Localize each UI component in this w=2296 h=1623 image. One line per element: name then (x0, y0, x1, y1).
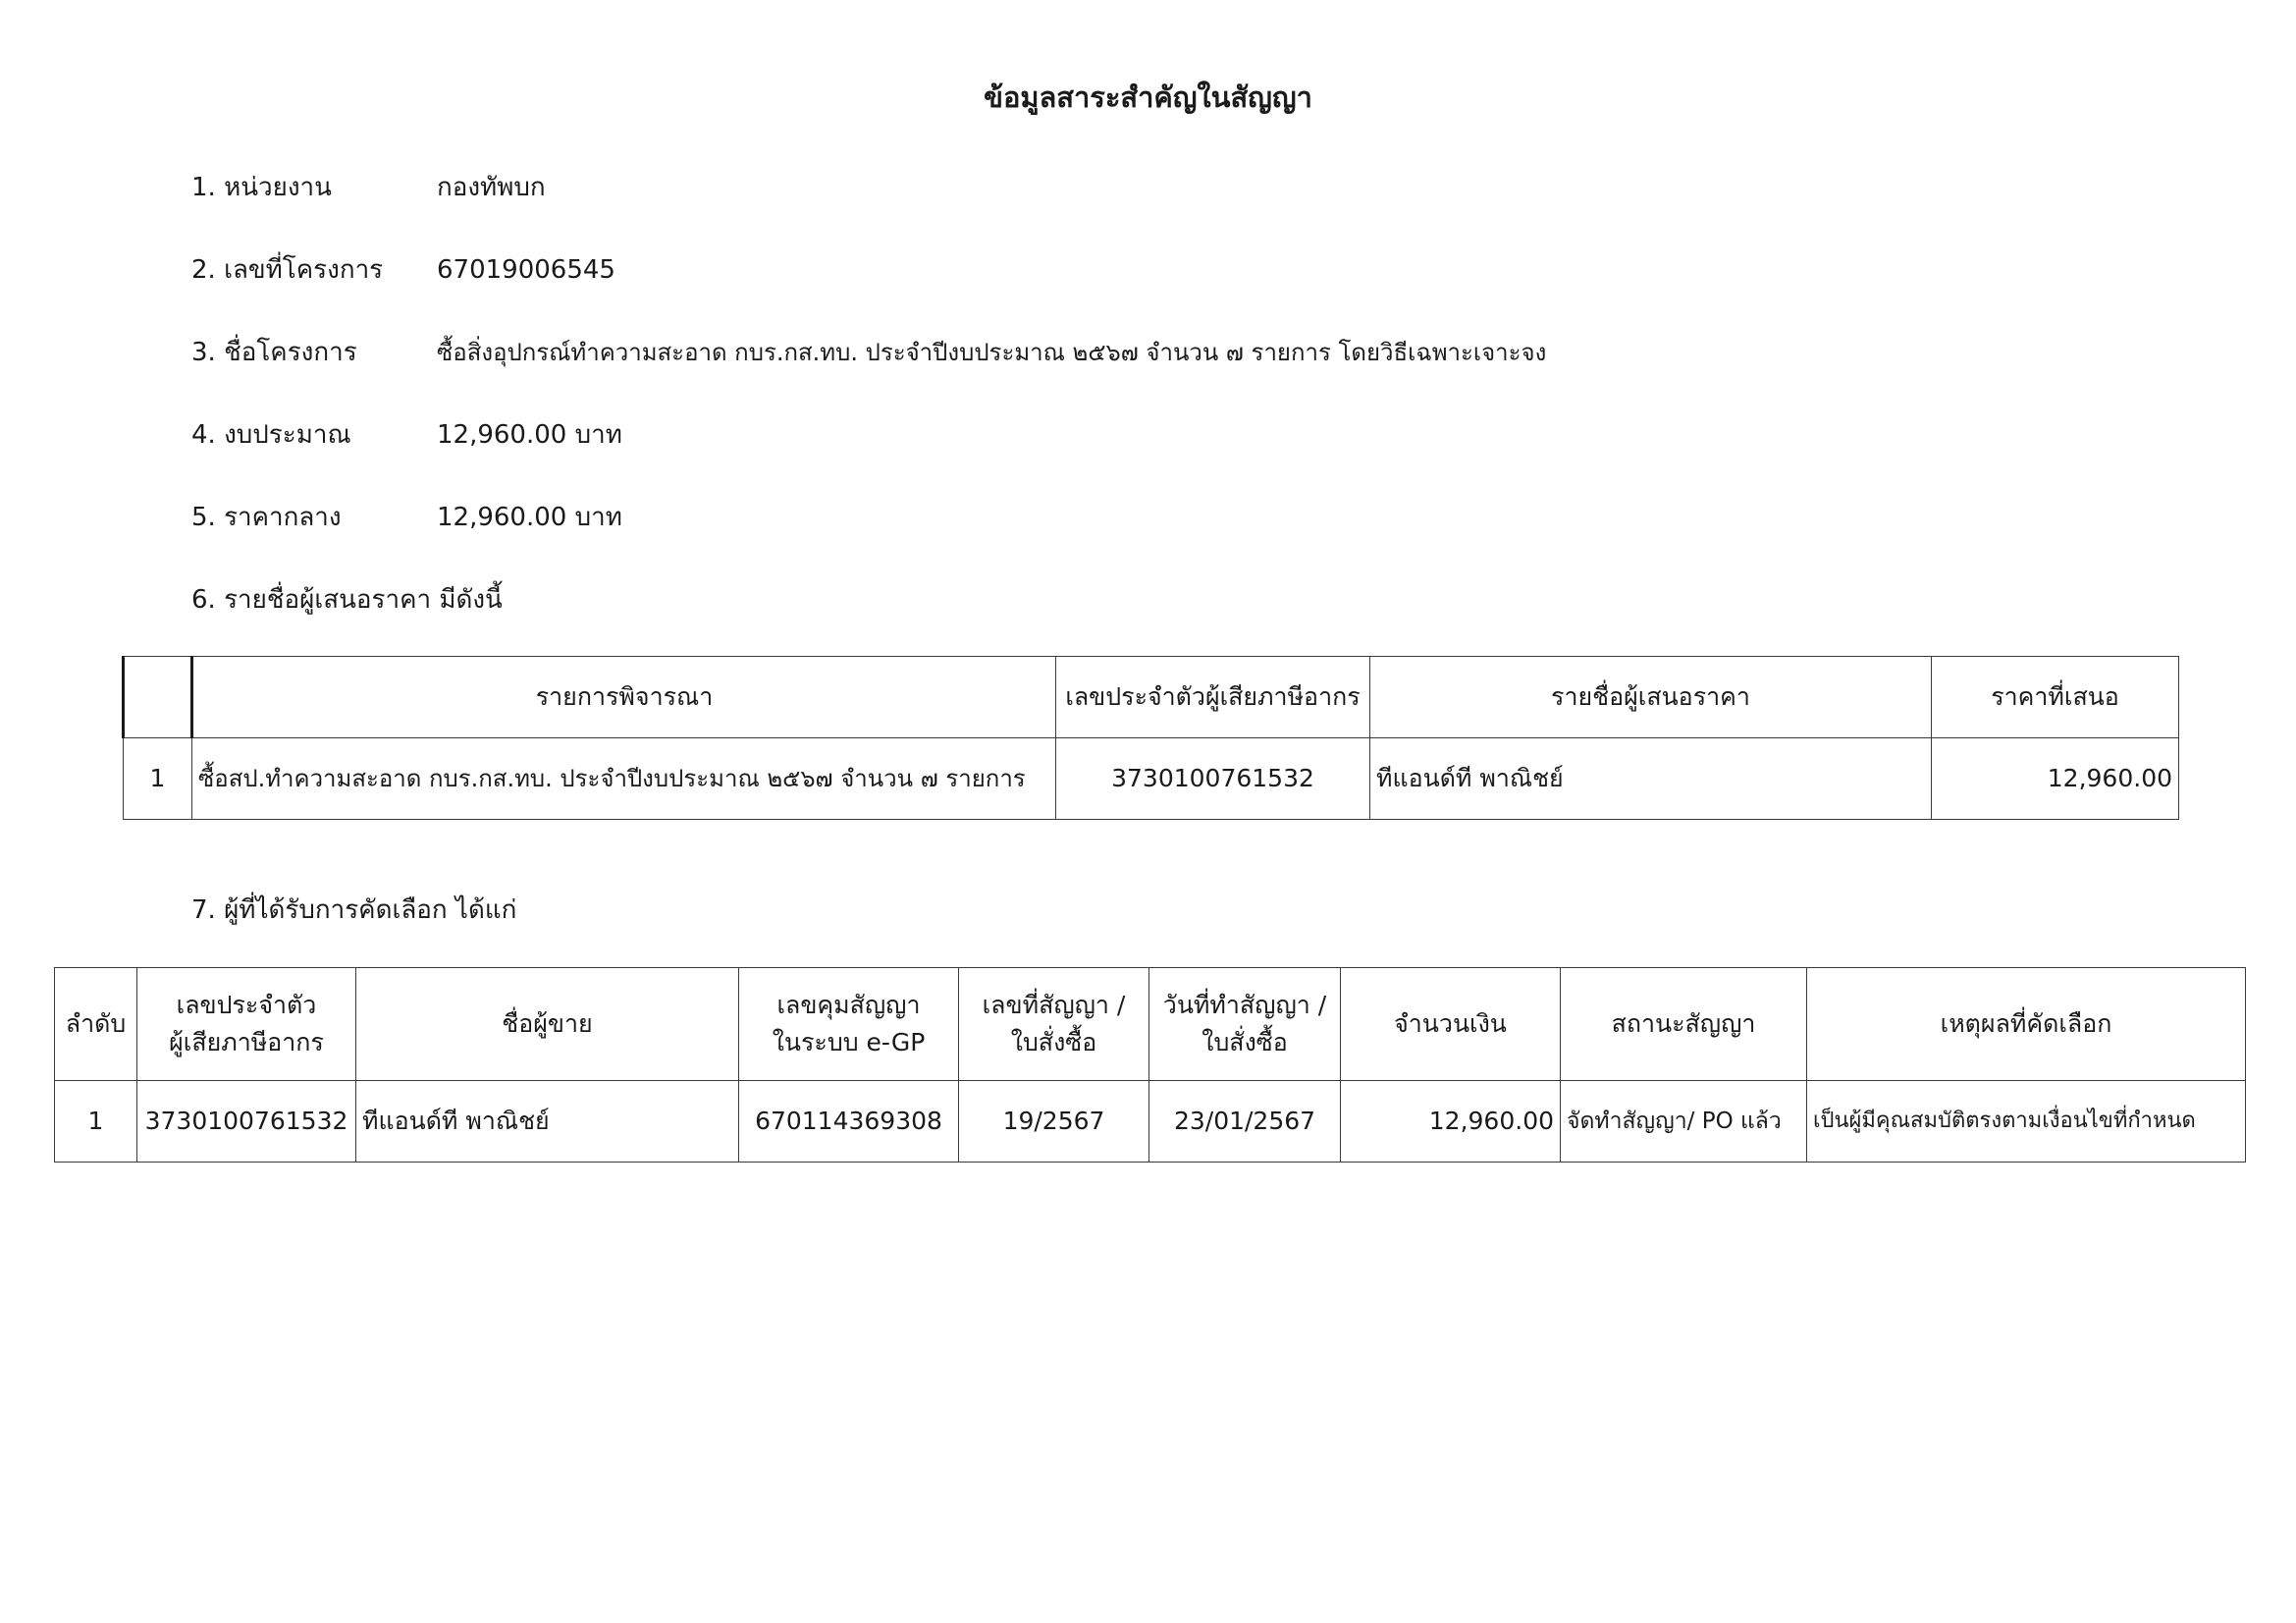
column-header: เลขประจำตัว ผู้เสียภาษีอากร (137, 968, 356, 1081)
table-cell: 12,960.00 (1932, 738, 2179, 820)
info-value: กองทัพบก (437, 173, 546, 202)
table-cell: 12,960.00 (1341, 1081, 1561, 1163)
bids-table (122, 656, 2179, 820)
column-header: จำนวนเงิน (1341, 968, 1561, 1081)
winners-table (54, 967, 2246, 1163)
table-cell: 1 (124, 738, 192, 820)
table-cell: 19/2567 (959, 1081, 1149, 1163)
table-cell: จัดทำสัญญา/ PO แล้ว (1561, 1081, 1807, 1163)
info-value: 67019006545 (437, 255, 615, 285)
column-header: เลขคุมสัญญา ในระบบ e-GP (739, 968, 959, 1081)
table-row (55, 1081, 2246, 1163)
table-cell: 3730100761532 (1056, 738, 1370, 820)
column-header: รายการพิจารณา (192, 657, 1056, 738)
document-title: ข้อมูลสาระสำคัญในสัญญา (984, 81, 1312, 114)
info-label: 4. งบประมาณ (191, 420, 351, 450)
table-cell: 3730100761532 (137, 1081, 356, 1163)
table-header-row (124, 657, 2179, 738)
column-header: รายชื่อผู้เสนอราคา (1370, 657, 1932, 738)
info-row-project-number (191, 253, 615, 287)
column-header: ลำดับ (55, 968, 137, 1081)
info-label: 1. หน่วยงาน (191, 173, 332, 202)
table-cell: 23/01/2567 (1149, 1081, 1341, 1163)
info-value: ซื้อสิ่งอุปกรณ์ทำความสะอาด กบร.กส.ทบ. ประจำปีงบประมาณ ๒๕๖๗ จำนวน ๗ รายการ โดยวิธีเฉพาะเจาะจง (437, 339, 1547, 366)
table-header-row (55, 968, 2246, 1081)
column-header: เลขประจำตัวผู้เสียภาษีอากร (1056, 657, 1370, 738)
column-header (124, 657, 192, 738)
table-cell: ซื้อสป.ทำความสะอาด กบร.กส.ทบ. ประจำปีงบประมาณ ๒๕๖๗ จำนวน ๗ รายการ (192, 738, 1056, 820)
column-header: วันที่ทำสัญญา / ใบสั่งซื้อ (1149, 968, 1341, 1081)
column-header: สถานะสัญญา (1561, 968, 1807, 1081)
info-value: 12,960.00 บาท (437, 420, 622, 450)
column-header: เลขที่สัญญา / ใบสั่งซื้อ (959, 968, 1149, 1081)
info-row-budget (191, 418, 622, 452)
column-header: ชื่อผู้ขาย (356, 968, 739, 1081)
info-label: 3. ชื่อโครงการ (191, 338, 357, 367)
section-7-heading: 7. ผู้ที่ได้รับการคัดเลือก ได้แก่ (191, 895, 517, 925)
info-label: 5. ราคากลาง (191, 503, 342, 532)
info-row-agency (191, 171, 546, 204)
column-header: ราคาที่เสนอ (1932, 657, 2179, 738)
column-header: เหตุผลที่คัดเลือก (1807, 968, 2246, 1081)
table-cell: 670114369308 (739, 1081, 959, 1163)
table-row (124, 738, 2179, 820)
table-cell: 1 (55, 1081, 137, 1163)
info-value: 12,960.00 บาท (437, 503, 622, 532)
info-row-project-name (191, 336, 1546, 369)
info-label: 2. เลขที่โครงการ (191, 255, 384, 285)
table-cell: ทีแอนด์ที พาณิชย์ (1370, 738, 1932, 820)
table-cell: ทีแอนด์ที พาณิชย์ (356, 1081, 739, 1163)
section-6-heading: 6. รายชื่อผู้เสนอราคา มีดังนี้ (191, 585, 503, 615)
info-row-median-price (191, 501, 622, 534)
table-cell: เป็นผู้มีคุณสมบัติตรงตามเงื่อนไขที่กำหนด (1807, 1081, 2246, 1163)
